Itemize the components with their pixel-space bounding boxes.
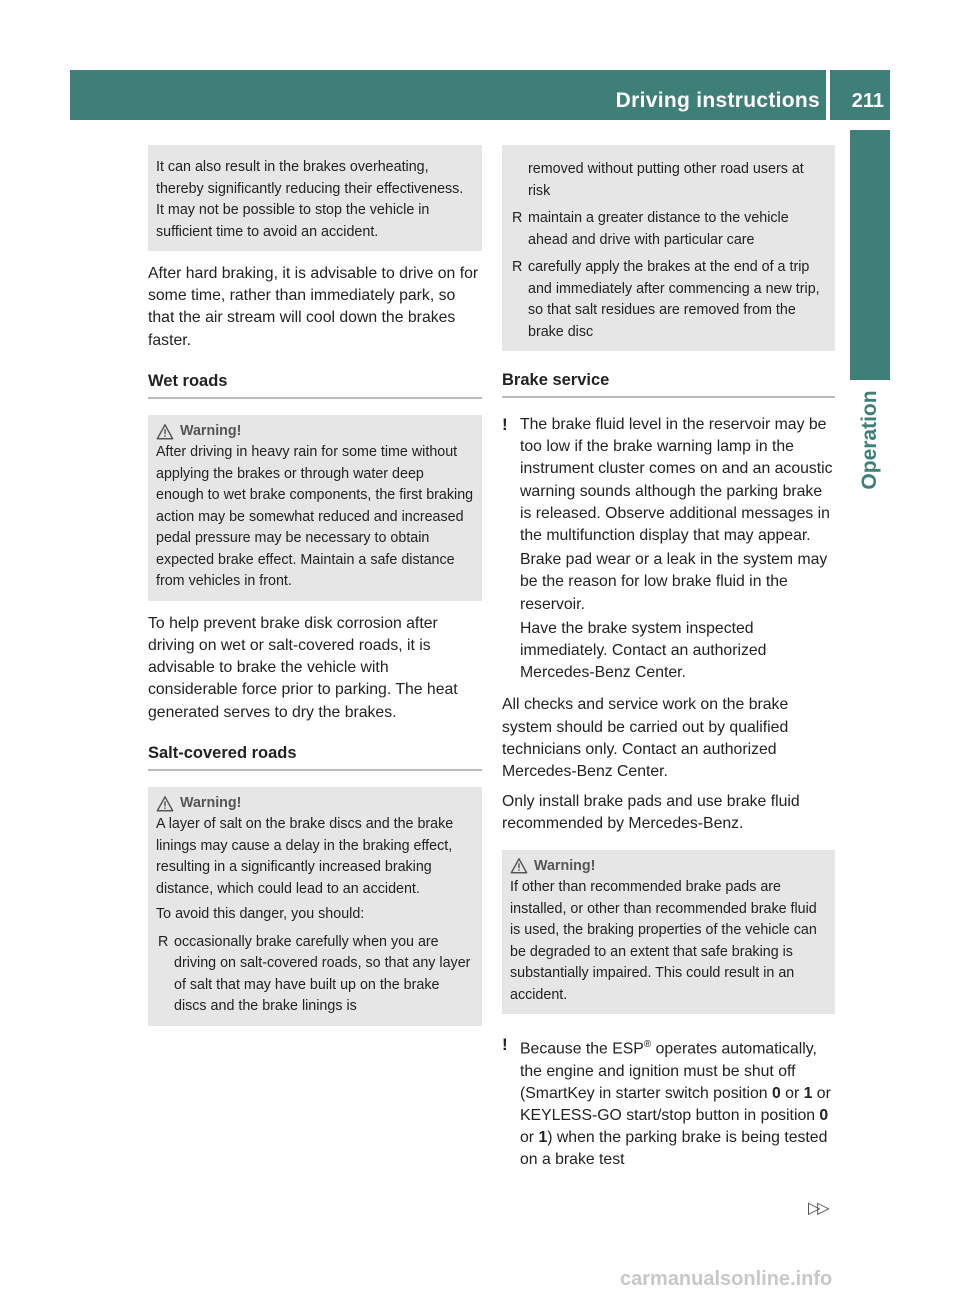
list-item [510, 208, 827, 251]
continued-arrow-icon: ▷▷ [808, 1200, 827, 1217]
warning-continuation-box [148, 145, 482, 251]
warning-triangle-icon [156, 423, 174, 441]
bullet-marker: R [512, 210, 523, 226]
left-column [148, 145, 482, 1038]
list-item-text: occasionally brake carefully when you are driving on salt-covered roads, so that any layer of salt that may have built up on the brake discs and the brake linings is [174, 933, 471, 1015]
warning-text: If other than recommended brake pads are installed, or other than recommended brake fluid is used, the braking properties of the vehicle can be degraded to an extent that safe braking is substantially impaired. This could result in an accident. [510, 879, 817, 1003]
heading-salt-covered-roads: Salt-covered roads [148, 742, 482, 771]
note-text-part: or KEYLESS-GO start/stop button in position [520, 1084, 831, 1125]
note-text-part: ) when the parking brake is being tested on a brake test [520, 1129, 828, 1169]
note-brake-fluid [502, 414, 835, 684]
paragraph-service-work: All checks and service work on the brake system should be carried out by qualified technicians only. Contact an authorized Mercedes-Benz Center. [502, 696, 789, 781]
heading-wet-roads: Wet roads [148, 370, 482, 399]
warning-triangle-icon [156, 795, 174, 813]
position-value: 0 [771, 1084, 781, 1102]
page-header [70, 70, 890, 120]
warning-box-brake-pads [502, 850, 835, 1015]
note-text-part: or [520, 1129, 539, 1147]
exclamation-icon: ! [502, 415, 508, 434]
warning-text-intro: To avoid this danger, you should: [156, 906, 365, 923]
chapter-title: Driving instructions [615, 89, 820, 112]
list-item [156, 932, 474, 1018]
warning-header [156, 793, 474, 815]
list-item-text: maintain a greater distance to the vehicle ahead and drive with particular care [528, 210, 789, 248]
watermark: carmanualsonline.info [620, 1268, 833, 1290]
warning-bullet-list [156, 932, 474, 1018]
note-text: The brake fluid level in the reservoir may be too low if the brake warning lamp in the instrument cluster comes on and an acoustic warning sounds although the parking brake is released. Observe additional messages in the multifunction display that may appear. [520, 416, 833, 545]
warning-box-wet-roads [148, 415, 482, 601]
note-text [520, 1034, 835, 1171]
bullet-marker: R [158, 933, 169, 950]
paragraph-brake-pads: Only install brake pads and use brake fluid recommended by Mercedes-Benz. [502, 793, 800, 833]
warning-text: After driving in heavy rain for some time without applying the brakes or through water deep enough to wet brake components, the first braking action may be somewhat reduced and increased pedal pressure may be necessary to obtain expected brake effect. Maintain a safe distance from vehicles in front. [156, 444, 474, 590]
paragraph-hard-braking: After hard braking, it is advisable to drive on for some time, rather than immediately park, so that the air stream will cool down the brakes faster. [148, 265, 479, 349]
position-value: 1 [538, 1129, 548, 1147]
paragraph-brake-corrosion: To help prevent brake disk corrosion after driving on wet or salt-covered roads, it is advisable to brake the vehicle with considerable force prior to parking. The heat generated serves to dry the brakes. [148, 614, 458, 721]
registered-mark: ® [643, 1039, 652, 1051]
note-esp-test [502, 1034, 835, 1171]
warning-triangle-icon [510, 857, 528, 875]
warning-continuation-text: It can also result in the brakes overheating, thereby significantly reducing their effectiveness. It may not be possible to stop the vehicle in sufficient time to avoid an accident. [156, 159, 464, 240]
note-text-part: Because the ESP [520, 1040, 644, 1058]
note-text-part: operates automatically, the engine and ignition must be shut off (SmartKey in starter switch position [520, 1040, 817, 1102]
position-value: 0 [819, 1107, 829, 1125]
warning-title: Warning! [180, 422, 242, 439]
list-item-text: carefully apply the brakes at the end of a trip and immediately after commencing a new trip, so that salt residues are removed from the brake disc [528, 259, 820, 340]
list-item [510, 159, 827, 202]
warning-header [510, 856, 827, 878]
right-column [502, 145, 835, 1182]
list-item [510, 257, 827, 343]
section-tab-label [850, 380, 890, 500]
position-value: 1 [803, 1084, 813, 1102]
warning-bullet-list [510, 159, 827, 343]
warning-title: Warning! [534, 857, 596, 874]
exclamation-icon: ! [502, 1035, 508, 1055]
warning-header [156, 421, 474, 443]
note-text: Have the brake system inspected immediately. Contact an authorized Mercedes-Benz Center. [520, 619, 767, 682]
warning-text: A layer of salt on the brake discs and the brake linings may cause a delay in the braking effect, resulting in a significantly increased braking distance, which could lead to an accident. [156, 816, 454, 897]
list-item-text: removed without putting other road users at risk [528, 161, 804, 199]
page-number: 211 [851, 90, 884, 112]
heading-brake-service: Brake service [502, 369, 835, 398]
note-text: Brake pad wear or a leak in the system may be the reason for low brake fluid in the reservoir. [520, 551, 828, 613]
header-divider [826, 70, 830, 120]
note-text-part: or [780, 1084, 804, 1102]
section-tab-text: Operation [858, 390, 881, 490]
warning-continuation-box [502, 145, 835, 351]
warning-title: Warning! [180, 794, 242, 811]
bullet-marker: R [512, 259, 523, 275]
section-tab [850, 130, 890, 380]
warning-box-salt-roads [148, 787, 482, 1026]
